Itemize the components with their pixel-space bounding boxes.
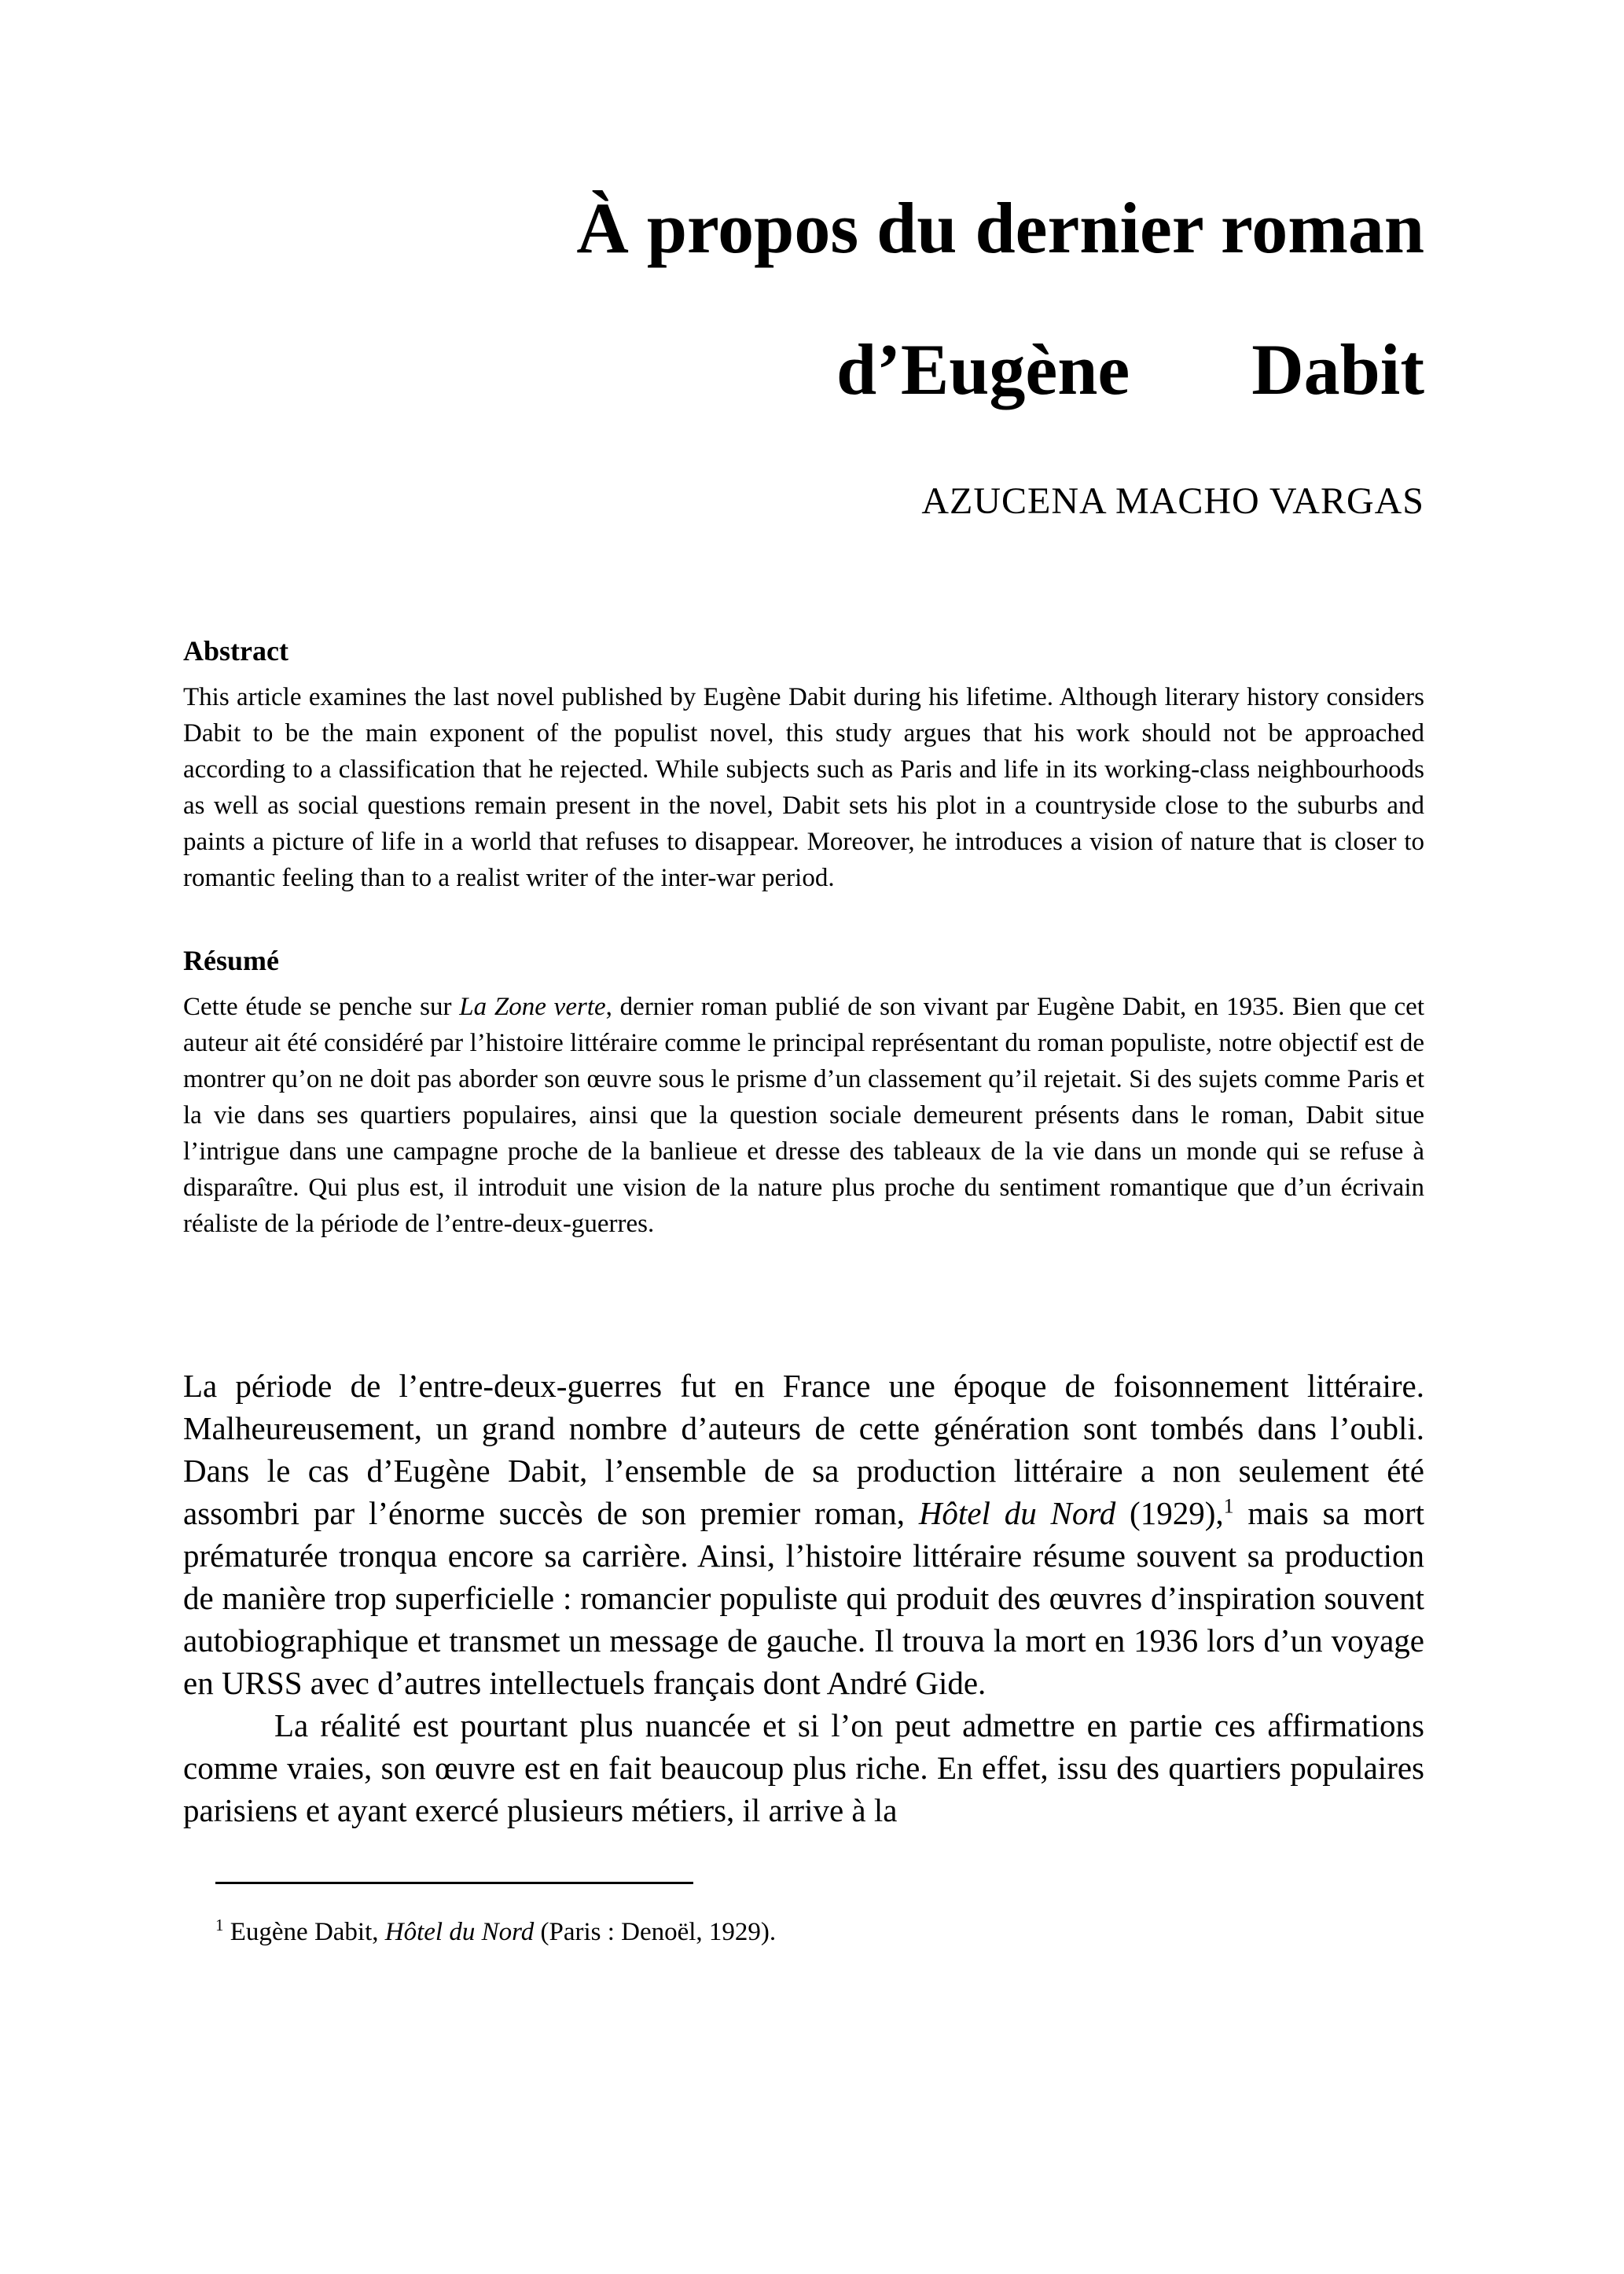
paragraph1-text-end: mais sa mort prématurée tronqua encore sa carrière. Ainsi, l’histoire littéraire résume souvent sa production de manière trop superficielle : romancier populiste qui produit des œuvres d’inspiration souvent autobiographique et transmet un message de gauche. Il trouva la mort en 1936 lors d’un voyage en URSS avec d’autres intellectuels français dont André Gide. bbox=[183, 1495, 1424, 1701]
footnote-marker-1: 1 bbox=[215, 1916, 224, 1934]
footnote-text-end: (Paris : Denoël, 1929). bbox=[534, 1918, 777, 1946]
paragraph1-text-start: La période de l’entre-deux-guerres fut en France une époque de foisonnement littéraire. Malheureusement, un grand nombre d’auteurs de cette génération sont tombés dans l’oubli. Dans le cas d’Eugène Dabit, l’ensemble de sa production littéraire a non seulement été assombri par l’énorme succès de son premier roman, bbox=[183, 1368, 1424, 1531]
article-title-line2: d’Eugène Dabit bbox=[836, 329, 1424, 410]
author-name: AZUCENA MACHO VARGAS bbox=[921, 480, 1424, 522]
article-title bbox=[183, 157, 1424, 440]
resume-text-start: Cette étude se penche sur bbox=[183, 993, 460, 1021]
resume-heading: Résumé bbox=[183, 945, 279, 976]
abstract-heading: Abstract bbox=[183, 635, 288, 667]
article-title-line1: À propos du dernier roman bbox=[576, 188, 1424, 268]
footnote-1 bbox=[215, 1914, 1424, 1950]
abstract-text: This article examines the last novel published by Eugène Dabit during his lifetime. Although literary history considers Dabit to be the main exponent of the populist novel, this study argues that his work should not be approached according to a classification that he rejected. While subjects such as Paris and life in its working-class neighbourhoods as well as social questions remain present in the novel, Dabit sets his plot in a countryside close to the suburbs and paints a picture of life in a world that refuses to disappear. Moreover, he introduces a vision of nature that is closer to romantic feeling than to a realist writer of the inter-war period. bbox=[183, 683, 1424, 892]
book-title-la-zone-verte: La Zone verte bbox=[459, 993, 606, 1021]
abstract-paragraph bbox=[183, 679, 1424, 896]
body-paragraph-1 bbox=[183, 1365, 1424, 1704]
body-paragraph-2: La réalité est pourtant plus nuancée et si l’on peut admettre en partie ces affirmations comme vraies, son œuvre est en fait beaucoup plus riche. En effet, issu des quartiers populaires parisiens et ayant exercé plusieurs métiers, il arrive à la bbox=[183, 1707, 1424, 1828]
paragraph1-text-mid: (1929), bbox=[1115, 1495, 1224, 1531]
footnote-book-title: Hôtel du Nord bbox=[384, 1918, 535, 1946]
resume-paragraph bbox=[183, 989, 1424, 1242]
book-title-hotel-du-nord: Hôtel du Nord bbox=[918, 1495, 1116, 1531]
resume-text-end: , dernier roman publié de son vivant par Eugène Dabit, en 1935. Bien que cet auteur ait été considéré par l’histoire littéraire comme le principal représentant du roman populiste, notre objectif est de montrer qu’on ne doit pas aborder son œuvre sous le prisme d’un classement qu’il rejetait. Si des sujets comme Paris et la vie dans ses quartiers populaires, ainsi que la question sociale demeurent présents dans le roman, Dabit situe l’intrigue dans une campagne proche de la banlieue et dresse des tableaux de la vie dans un monde qui se refuse à disparaître. Qui plus est, il introduit une vision de la nature plus proche du sentiment romantique que d’un écrivain réaliste de la période de l’entre-deux-guerres. bbox=[183, 993, 1424, 1238]
footnote-text-start: Eugène Dabit, bbox=[223, 1918, 385, 1946]
footnote-reference-1: 1 bbox=[1223, 1494, 1234, 1518]
footnote-separator-rule bbox=[215, 1882, 693, 1884]
